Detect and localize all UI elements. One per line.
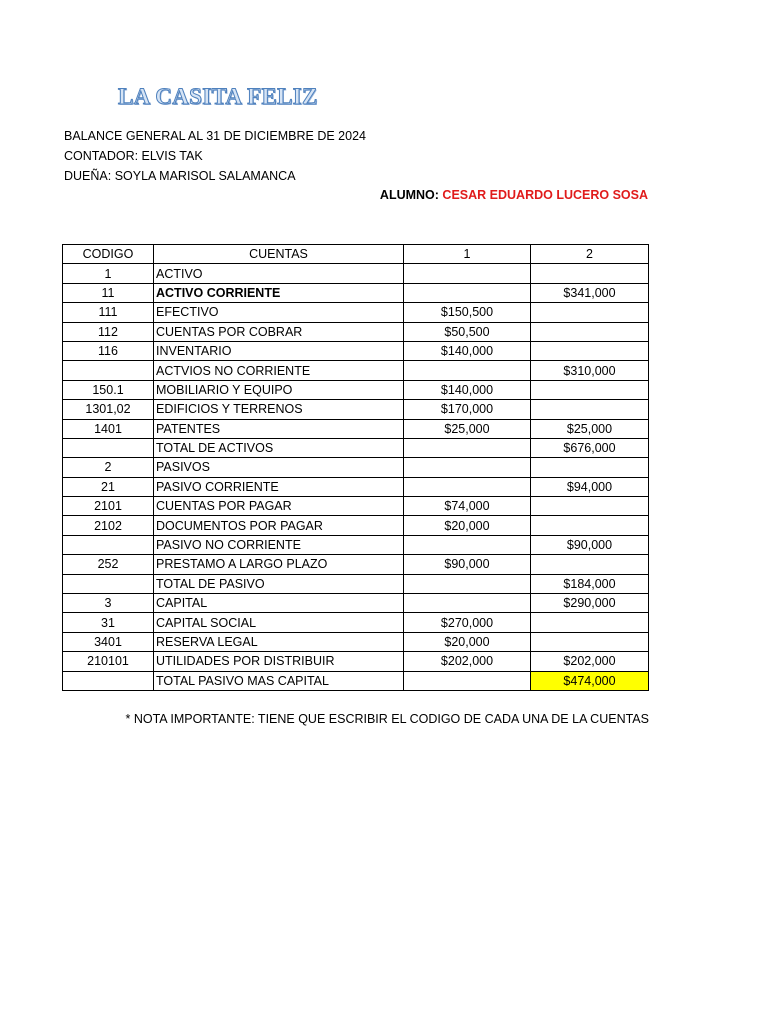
cell-column-2: $94,000 [531, 477, 649, 496]
cell-column-2 [531, 400, 649, 419]
column-header-code: CODIGO [63, 245, 154, 264]
cell-account: PRESTAMO A LARGO PLAZO [154, 555, 404, 574]
table-row [63, 652, 649, 671]
cell-column-2 [531, 341, 649, 360]
cell-account: CUENTAS POR PAGAR [154, 497, 404, 516]
cell-column-2 [531, 516, 649, 535]
cell-column-2: $90,000 [531, 535, 649, 554]
cell-column-2: $341,000 [531, 283, 649, 302]
cell-column-2: $310,000 [531, 361, 649, 380]
cell-column-2: $474,000 [531, 671, 649, 690]
cell-column-1 [404, 264, 531, 283]
cell-account: CAPITAL SOCIAL [154, 613, 404, 632]
cell-column-1: $170,000 [404, 400, 531, 419]
table-row [63, 438, 649, 457]
cell-column-1: $150,500 [404, 303, 531, 322]
table-row [63, 380, 649, 399]
cell-code [63, 535, 154, 554]
cell-column-1: $20,000 [404, 516, 531, 535]
cell-column-1: $90,000 [404, 555, 531, 574]
column-header-accounts: CUENTAS [154, 245, 404, 264]
cell-column-1: $202,000 [404, 652, 531, 671]
cell-column-2 [531, 458, 649, 477]
cell-column-2 [531, 555, 649, 574]
table-row [63, 264, 649, 283]
cell-column-1: $25,000 [404, 419, 531, 438]
cell-code: 1401 [63, 419, 154, 438]
cell-column-2 [531, 613, 649, 632]
cell-column-1 [404, 283, 531, 302]
table-row [63, 419, 649, 438]
cell-account: CAPITAL [154, 594, 404, 613]
cell-code: 31 [63, 613, 154, 632]
student-line [380, 188, 648, 202]
cell-code: 3401 [63, 632, 154, 651]
cell-code: 111 [63, 303, 154, 322]
cell-column-1 [404, 477, 531, 496]
important-note: * NOTA IMPORTANTE: TIENE QUE ESCRIBIR EL CODIGO DE CADA UNA DE LA CUENTAS [125, 712, 649, 726]
cell-column-1 [404, 574, 531, 593]
cell-code: 252 [63, 555, 154, 574]
student-name: CESAR EDUARDO LUCERO SOSA [442, 188, 648, 202]
cell-column-2: $676,000 [531, 438, 649, 457]
balance-date-line: BALANCE GENERAL AL 31 DE DICIEMBRE DE 2024 [64, 129, 366, 143]
cell-column-2 [531, 497, 649, 516]
balance-sheet-table [62, 244, 649, 691]
cell-column-1 [404, 458, 531, 477]
cell-column-1 [404, 535, 531, 554]
cell-column-2: $290,000 [531, 594, 649, 613]
cell-column-1 [404, 361, 531, 380]
table-row [63, 283, 649, 302]
cell-code: 112 [63, 322, 154, 341]
cell-code: 11 [63, 283, 154, 302]
cell-column-2 [531, 303, 649, 322]
table-row [63, 400, 649, 419]
table-row [63, 555, 649, 574]
table-header-row [63, 245, 649, 264]
cell-column-1: $140,000 [404, 380, 531, 399]
cell-column-1 [404, 671, 531, 690]
cell-account: ACTIVO [154, 264, 404, 283]
cell-account: PATENTES [154, 419, 404, 438]
cell-code [63, 438, 154, 457]
cell-account: DOCUMENTOS POR PAGAR [154, 516, 404, 535]
cell-account: INVENTARIO [154, 341, 404, 360]
table-row [63, 458, 649, 477]
cell-code: 116 [63, 341, 154, 360]
table-row [63, 361, 649, 380]
cell-code [63, 361, 154, 380]
cell-code [63, 671, 154, 690]
table-row [63, 341, 649, 360]
cell-column-2: $25,000 [531, 419, 649, 438]
cell-column-2: $202,000 [531, 652, 649, 671]
cell-account: TOTAL DE PASIVO [154, 574, 404, 593]
company-title: LA CASITA FELIZ [118, 84, 318, 109]
cell-column-1 [404, 438, 531, 457]
cell-account: PASIVO CORRIENTE [154, 477, 404, 496]
owner-line: DUEÑA: SOYLA MARISOL SALAMANCA [64, 169, 296, 183]
table-row [63, 303, 649, 322]
cell-account: EFECTIVO [154, 303, 404, 322]
cell-column-1: $74,000 [404, 497, 531, 516]
cell-account: PASIVO NO CORRIENTE [154, 535, 404, 554]
table-row [63, 477, 649, 496]
cell-column-1: $140,000 [404, 341, 531, 360]
cell-column-1 [404, 594, 531, 613]
cell-account: PASIVOS [154, 458, 404, 477]
cell-account: RESERVA LEGAL [154, 632, 404, 651]
table-row [63, 671, 649, 690]
cell-column-2 [531, 322, 649, 341]
cell-code: 150.1 [63, 380, 154, 399]
accountant-line: CONTADOR: ELVIS TAK [64, 149, 203, 163]
cell-account: UTILIDADES POR DISTRIBUIR [154, 652, 404, 671]
cell-code: 21 [63, 477, 154, 496]
cell-account: ACTVIOS NO CORRIENTE [154, 361, 404, 380]
cell-account: TOTAL PASIVO MAS CAPITAL [154, 671, 404, 690]
cell-column-2 [531, 632, 649, 651]
column-header-2: 2 [531, 245, 649, 264]
table-row [63, 322, 649, 341]
student-label: ALUMNO: [379, 188, 439, 202]
cell-column-2 [531, 380, 649, 399]
cell-code [63, 574, 154, 593]
cell-column-1: $270,000 [404, 613, 531, 632]
cell-code: 3 [63, 594, 154, 613]
table-row [63, 632, 649, 651]
cell-account: MOBILIARIO Y EQUIPO [154, 380, 404, 399]
cell-code: 2101 [63, 497, 154, 516]
table-row [63, 535, 649, 554]
cell-account: EDIFICIOS Y TERRENOS [154, 400, 404, 419]
cell-code: 1301,02 [63, 400, 154, 419]
table-row [63, 613, 649, 632]
table-row [63, 574, 649, 593]
cell-account: ACTIVO CORRIENTE [154, 283, 404, 302]
cell-column-2: $184,000 [531, 574, 649, 593]
cell-code: 2 [63, 458, 154, 477]
cell-column-1: $20,000 [404, 632, 531, 651]
cell-account: TOTAL DE ACTIVOS [154, 438, 404, 457]
cell-code: 1 [63, 264, 154, 283]
column-header-1: 1 [404, 245, 531, 264]
cell-code: 210101 [63, 652, 154, 671]
cell-column-2 [531, 264, 649, 283]
table-row [63, 497, 649, 516]
cell-code: 2102 [63, 516, 154, 535]
cell-account: CUENTAS POR COBRAR [154, 322, 404, 341]
cell-column-1: $50,500 [404, 322, 531, 341]
table-row [63, 594, 649, 613]
table-row [63, 516, 649, 535]
